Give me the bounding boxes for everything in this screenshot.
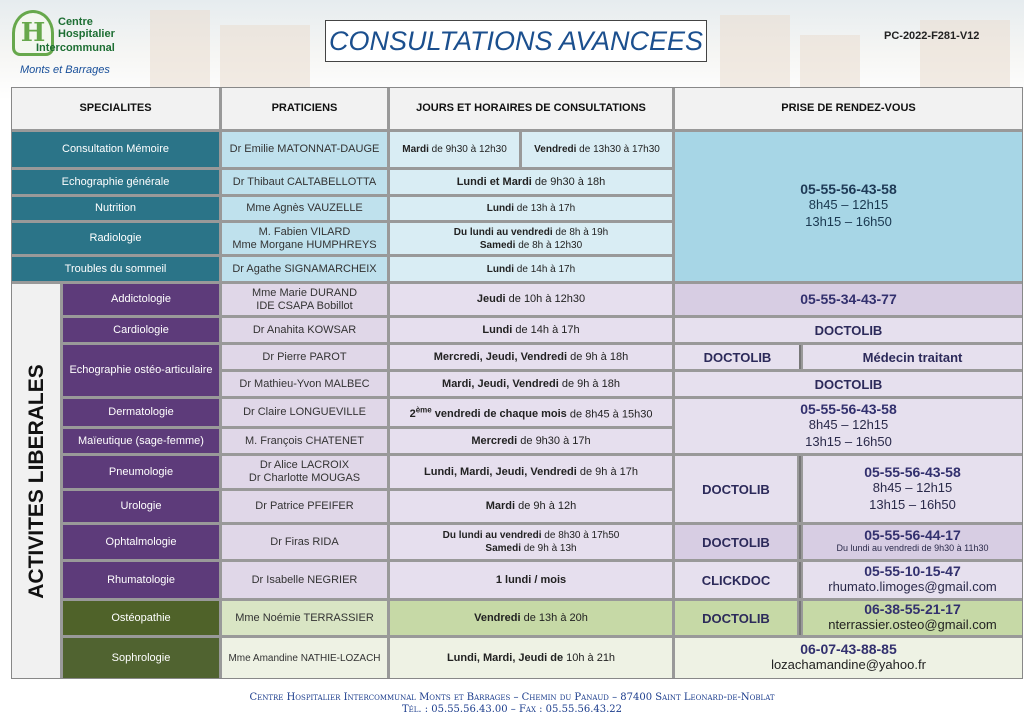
rdv-cell [675,601,797,635]
schedule-days: Du lundi au vendredi [453,226,553,238]
schedule-days: Samedi [485,543,521,554]
practitioner-cell: Dr Thibaut CALTABELLOTTA [222,170,387,194]
section-label-liberales [12,284,60,678]
schedule-time: de 9h à 18h [567,350,629,363]
practitioner-name: M. Fabien VILARD [258,225,351,238]
rdv-phone: 05-55-56-44-17 [864,527,961,543]
specialty-cell: Dermatologie [63,399,219,426]
schedule-days: Mercredi, Jeudi, Vendredi [433,350,568,363]
practitioner-name: Mme Morgane HUMPHREYS [232,238,377,251]
rdv-hours: 13h15 – 16h50 [805,214,892,229]
rdv-booking-service: DOCTOLIB [814,322,883,338]
rdv-cell [803,345,1022,369]
schedule-days: Lundi [482,323,513,336]
col-header-jours: JOURS ET HORAIRES DE CONSULTATIONS [390,88,672,129]
specialty-cell: Radiologie [12,223,219,254]
schedule-cell [522,132,672,167]
rdv-email: nterrassier.osteo@gmail.com [828,617,997,632]
schedule-days: 1 lundi / mois [495,573,567,586]
rdv-phone: 05-55-34-43-77 [800,291,897,307]
specialty-cell: Ostéopathie [63,601,219,635]
schedule-time: de 9h à 12h [515,500,577,512]
rdv-phone: 06-38-55-21-17 [864,601,961,617]
rdv-cell [675,372,1022,396]
rdv-email: rhumato.limoges@gmail.com [828,579,997,594]
divider [799,525,801,559]
specialty-cell: Ophtalmologie [63,525,219,559]
schedule-cell [390,562,672,598]
footer-contact: Tél. : 05.55.56.43.00 – Fax : 05.55.56.43.22 [401,704,623,715]
specialty-cell: Sophrologie [63,638,219,678]
rdv-cell [675,284,1022,315]
practitioner-cell: Mme Noémie TERRASSIER [222,601,387,635]
schedule-time: de 10h à 12h30 [505,293,586,305]
schedule-time: de 13h à 20h [520,611,588,624]
practitioner-cell: Dr Patrice PFEIFER [222,491,387,522]
rdv-hours: 13h15 – 16h50 [805,433,892,449]
specialty-cell: Pneumologie [63,456,219,488]
rdv-hours: 8h45 – 12h15 [808,197,889,212]
logo-emblem-icon: H [12,10,54,56]
practitioner-name: IDE CSAPA Bobillot [256,299,353,312]
rdv-booking-service: DOCTOLIB [702,610,770,626]
specialty-cell: Maïeutique (sage-femme) [63,429,219,453]
practitioner-name: Dr Charlotte MOUGAS [248,472,361,484]
page-title: CONSULTATIONS AVANCEES [325,20,707,62]
practitioner-cell: Dr Mathieu-Yvon MALBEC [222,372,387,396]
schedule-time: de 8h30 à 17h50 [541,530,620,541]
schedule-cell [390,601,672,635]
rdv-phone: 05-55-56-43-58 [800,400,897,417]
schedule-ordinal: 2 [409,408,416,421]
practitioner-cell: Dr Isabelle NEGRIER [222,562,387,598]
practitioner-cell: Dr Pierre PAROT [222,345,387,369]
schedule-days: Lundi, Mardi, Jeudi de [446,651,564,664]
schedule-time: de 14h à 17h [514,263,576,275]
schedule-days: Vendredi [534,144,577,155]
specialty-cell: Consultation Mémoire [12,132,219,167]
schedule-cell [390,491,672,522]
schedule-cell [390,284,672,315]
divider [799,456,801,522]
rdv-cell [675,525,797,559]
rdv-cell [675,638,1022,678]
rdv-cell [675,562,797,598]
schedule-days: Vendredi [474,611,521,624]
schedule-cell [390,525,672,559]
schedule-ordinal-suffix: ème [415,405,432,415]
consultations-table [11,87,1023,679]
rdv-referral: Médecin traitant [862,349,963,365]
schedule-cell [390,223,672,254]
schedule-time: de 8h45 à 15h30 [566,408,653,421]
rdv-cell [803,525,1022,559]
rdv-hours: 13h15 – 16h50 [869,496,956,512]
schedule-time: de 13h à 17h [514,203,576,214]
col-header-praticiens: PRATICIENS [222,88,387,129]
rdv-cell [675,399,1022,453]
practitioner-cell: Dr Firas RIDA [222,525,387,559]
practitioner-cell [222,456,387,488]
schedule-days: Mardi, Jeudi, Vendredi [442,377,559,390]
practitioner-cell: Dr Agathe SIGNAMARCHEIX [222,257,387,281]
practitioner-cell [222,223,387,254]
schedule-cell [390,399,672,426]
practitioner-cell: M. François CHATENET [222,429,387,453]
schedule-days: Mercredi [471,434,518,447]
divider [799,601,801,635]
specialty-cell: Nutrition [12,197,219,220]
specialty-cell: Addictologie [63,284,219,315]
specialty-cell: Urologie [63,491,219,522]
rdv-cell [675,318,1022,342]
practitioner-cell: Mme Agnès VAUZELLE [222,197,387,220]
practitioner-cell: Dr Claire LONGUEVILLE [222,399,387,426]
hospital-logo [8,4,128,78]
logo-line: Hospitalier [58,28,115,40]
schedule-time: de 9h30 à 18h [531,175,606,188]
specialty-cell: Echographie générale [12,170,219,194]
schedule-time: de 8h à 19h [552,226,609,238]
schedule-cell [390,132,519,167]
practitioner-cell: Mme Amandine NATHIE-LOZACH [222,638,387,678]
schedule-cell [390,429,672,453]
practitioner-cell: Dr Anahita KOWSAR [222,318,387,342]
col-header-specialites: SPECIALITES [12,88,219,129]
rdv-cell [675,132,1022,281]
section-label-text: ACTIVITES LIBERALES [24,363,48,599]
rdv-cell [803,601,1022,635]
col-header-rdv: PRISE DE RENDEZ-VOUS [675,88,1022,129]
schedule-cell [390,372,672,396]
schedule-cell [390,318,672,342]
specialty-cell: Echographie ostéo-articulaire [63,345,219,396]
rdv-phone: 05-55-56-43-58 [800,181,897,197]
schedule-days: Lundi, Mardi, Jeudi, Vendredi [424,465,577,478]
schedule-time: de 14h à 17h [512,323,580,336]
schedule-days: Mardi [402,144,429,155]
schedule-days: Samedi [479,239,516,251]
schedule-cell [390,257,672,281]
practitioner-cell [222,284,387,315]
rdv-booking-service: DOCTOLIB [703,349,772,365]
schedule-time: de 9h30 à 12h30 [428,144,507,155]
schedule-days: vendredi de chaque mois [431,408,567,421]
rdv-phone: 05-55-10-15-47 [864,563,961,579]
footer-address: Centre Hospitalier Intercommunal Monts et Barrages – Chemin du Panaud – 87400 Saint Leonard-de-Noblat [249,692,775,703]
schedule-cell [390,638,672,678]
practitioner-name: Mme Marie DURAND [251,286,358,299]
rdv-booking-service: CLICKDOC [701,572,771,588]
schedule-days: Du lundi au vendredi [442,530,542,541]
schedule-days: Lundi [486,203,515,214]
rdv-cell [675,345,800,369]
rdv-phone: 06-07-43-88-85 [800,641,897,657]
divider [799,345,801,369]
divider [799,562,801,598]
specialty-cell: Troubles du sommeil [12,257,219,281]
schedule-days: Mardi [485,500,516,512]
rdv-phone: 05-55-56-43-58 [864,463,961,480]
rdv-hours: 8h45 – 12h15 [872,479,953,495]
rdv-hours: Du lundi au vendredi de 9h30 à 11h30 [836,543,989,553]
specialty-cell: Cardiologie [63,318,219,342]
logo-line: Intercommunal [36,42,115,54]
schedule-time: de 9h à 18h [558,377,620,390]
practitioner-cell: Dr Emilie MATONNAT-DAUGE [222,132,387,167]
schedule-cell [390,345,672,369]
rdv-hours: 8h45 – 12h15 [808,416,889,432]
specialty-cell: Rhumatologie [63,562,219,598]
logo-line: Centre [58,16,93,28]
logo-line: Monts et Barrages [20,64,110,76]
schedule-cell [390,456,672,488]
schedule-time: de 9h30 à 17h [517,434,591,447]
rdv-cell [803,456,1022,522]
rdv-cell [675,456,797,522]
rdv-email: lozachamandine@yahoo.fr [771,657,926,672]
schedule-time: 10h à 21h [563,651,616,664]
rdv-cell [803,562,1022,598]
rdv-booking-service: DOCTOLIB [814,376,883,392]
schedule-days: Jeudi [476,293,506,305]
schedule-cell [390,197,672,220]
schedule-time: de 9h à 17h [576,465,638,478]
practitioner-name: Dr Alice LACROIX [259,459,350,471]
schedule-days: Lundi [486,263,515,275]
schedule-time: de 9h à 13h [520,543,577,554]
schedule-time: de 13h30 à 17h30 [576,144,660,155]
document-reference: PC-2022-F281-V12 [884,30,980,42]
rdv-booking-service: DOCTOLIB [702,534,770,550]
schedule-time: de 8h à 12h30 [515,239,583,251]
schedule-days: Lundi et Mardi [456,175,532,188]
schedule-cell [390,170,672,194]
rdv-booking-service: DOCTOLIB [702,481,770,497]
